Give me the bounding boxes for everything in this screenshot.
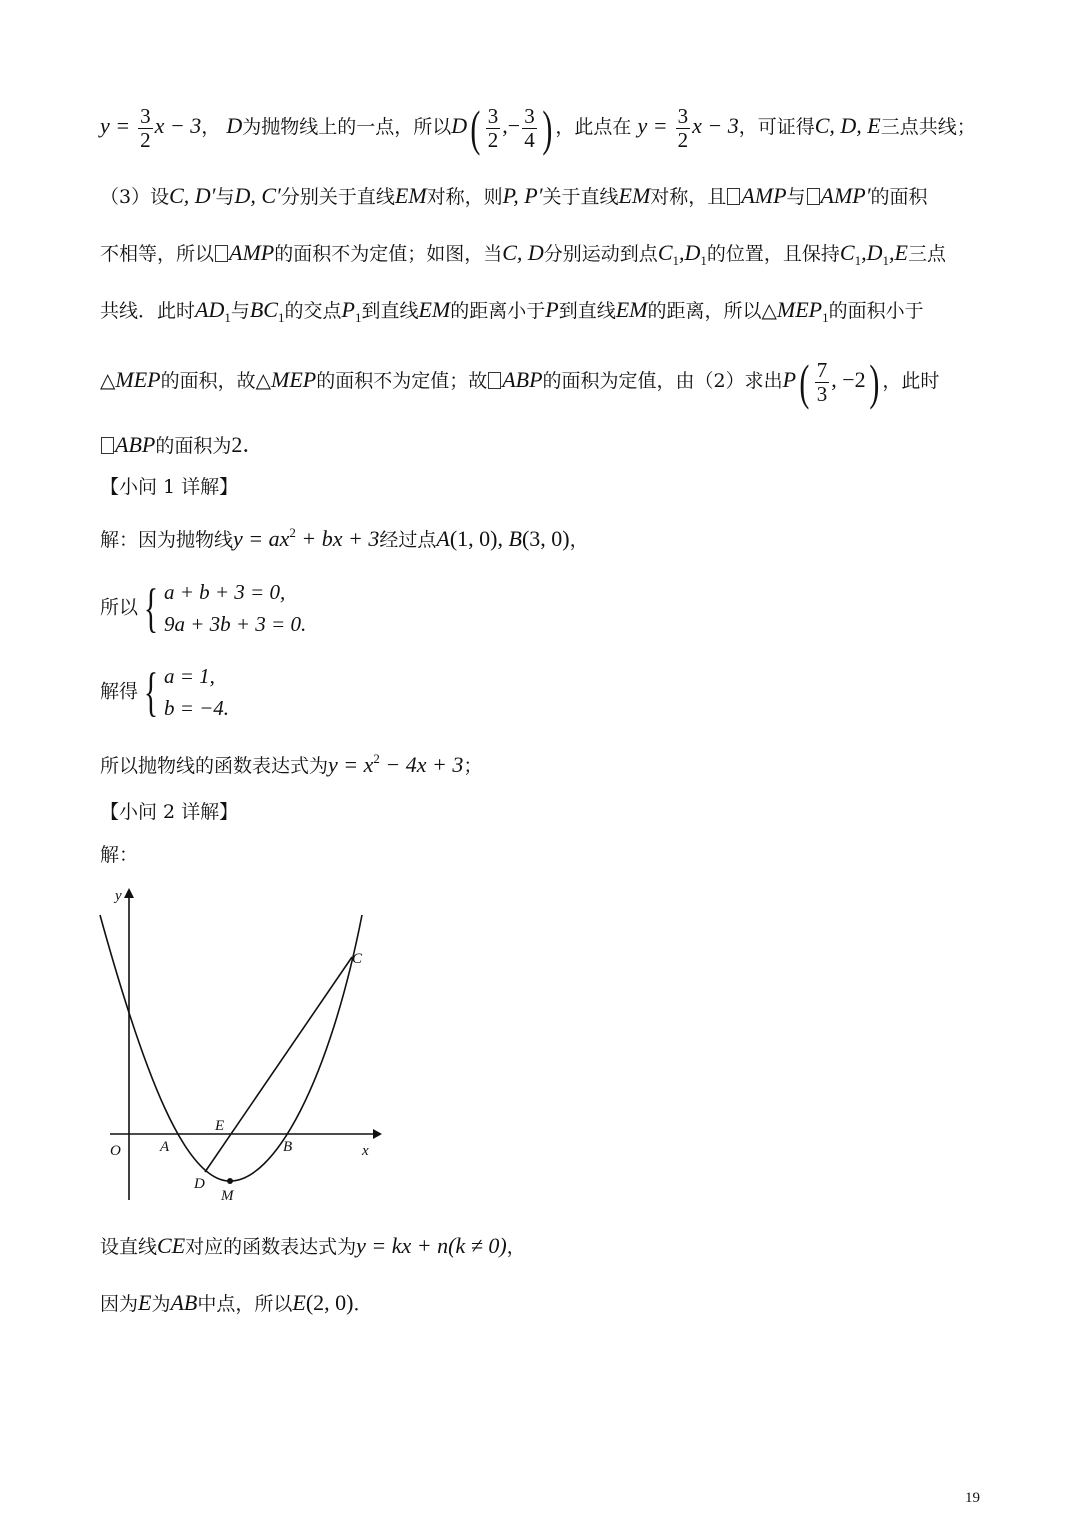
math-p1: $P_1$ [341,297,362,325]
y-axis-arrow [124,888,134,898]
text-l3e: 三点 [907,243,946,265]
text-l2e: 关于直线 [542,186,619,208]
text-l1d: 三点共线； [880,116,976,138]
point-e: E [292,1290,306,1315]
math-c1-d1-e: $C_1,D_1,E$ [839,240,908,268]
text-l2f: 对称，且 [650,186,727,208]
neg: − [507,113,521,138]
math-amp-2: AMP [229,240,275,265]
math-em-3: EM [418,297,451,322]
line-10 [100,752,482,776]
math-c-dp: C, D′ [169,183,216,208]
text-l4f: 到直线 [558,300,616,322]
neg-2: , −2 [831,367,866,392]
text-l2g: 与 [786,186,806,208]
line-3 [100,242,946,267]
point-m-dot [227,1178,233,1184]
math-y-eq: y = [100,113,131,138]
text-l4e: 的距离小于 [450,300,546,322]
math-mep-2: MEP [271,367,317,392]
math-em-4: EM [615,297,648,322]
text-l3c: 分别运动到点 [543,243,658,265]
math-line-eq: y = kx + n [356,1233,449,1258]
text-l5b: 的面积不为定值；故 [316,370,488,392]
math-ce: CE [157,1233,186,1258]
point-d-2: D [451,113,468,138]
text-l13a: 因为 [100,1293,139,1315]
text-l1b: ，此点在 [555,116,632,138]
math-abp: ABP [502,367,543,392]
text-l2b: 与 [215,186,235,208]
missing-glyph-box [215,245,228,262]
text-l7b: 经过点 [379,529,437,551]
comma: , [502,113,508,138]
math-d-cp: D, C′ [234,183,281,208]
math-bc1: $BC_1$ [249,297,285,325]
text-l5d: ，此时 [882,370,940,392]
frac-3-2-b: $\frac{3}{2}$ [487,104,499,152]
label-e: E [215,1118,225,1134]
frac-3-2-c: $\frac{3}{2}$ [677,104,689,152]
text-l8a: 所以 [100,596,139,619]
text-l9a: 解得 [100,680,139,703]
heading-part-1: 【小问 1 详解】 [100,476,239,498]
text-l5a: 的面积，故 [160,370,256,392]
text-l4d: 到直线 [361,300,419,322]
text-l1a: 为抛物线上的一点，所以 [242,116,452,138]
label-x: x [362,1143,369,1159]
math-x-minus-3: x − 3 [154,113,202,138]
solution-system: { a = 1, b = −4. [143,662,230,722]
line-13: 因为E为AB中点，所以E(2, 0)． [100,1290,373,1315]
math-amp: AMP [741,183,787,208]
text-l4a: 共线．此时 [100,300,196,322]
solution-2: b = −4. [163,696,230,720]
text-l6b: 2． [231,432,265,457]
text-l13b: 为 [151,1293,171,1315]
page-number: 19 [965,1490,980,1506]
label-m: M [221,1188,234,1204]
math-abp-2: ABP [115,432,156,457]
text-l4g: 的距离，所以 [647,300,762,322]
coord-a: (1, 0) [449,526,498,551]
x-axis-arrow [373,1129,382,1139]
coord-b: (3, 0) [521,526,570,551]
text-l12b: 对应的函数表达式为 [185,1236,357,1258]
missing-glyph-box [488,372,501,389]
line-7: 解：因为抛物线$y = ax^2$ + bx + 3经过点A(1, 0), B(3, 0)， [100,525,589,551]
math-y-eq-2: y = [637,113,668,138]
math-ampp: AMP′ [820,183,871,208]
frac-3-2: $\frac{3}{2}$ [140,104,151,152]
line-4 [100,299,924,324]
text-l6a: 的面积为 [155,435,232,457]
point-d: D [226,113,243,138]
text-l2a: （3）设 [100,186,170,208]
point-b: B [508,526,522,551]
heading-part-2: 【小问 2 详解】 [100,801,239,823]
math-mep1: $MEP_1$ [776,297,829,325]
triangle-symbol: △ [761,298,777,322]
math-e: E [138,1290,152,1315]
triangle-symbol: △ [255,368,271,392]
line-8 [100,576,306,640]
math-cde: C, D, E [814,113,881,138]
parabola-figure [90,878,390,1208]
triangle-symbol: △ [100,368,116,392]
math-x-minus-3-b: x − 3 [692,113,739,138]
text-l4c: 的交点 [284,300,342,322]
label-o: O [110,1143,121,1159]
line-11: 解： [100,844,139,866]
label-y: y [115,888,122,904]
label-d: D [194,1176,205,1192]
equation-2: 9a + 3b + 3 = 0. [163,612,307,636]
math-em: EM [394,183,427,208]
math-p: P [545,297,559,322]
equation-1: a + b + 3 = 0, [163,580,286,604]
text-l3d: 的位置，且保持 [706,243,840,265]
frac-7-3: $\frac{7}{3}$ [816,358,828,406]
math-mep: MEP [115,367,161,392]
line-ce [205,957,352,1172]
text-l3b: 的面积不为定值；如图，当 [274,243,503,265]
text-l3a: 不相等，所以 [100,243,215,265]
text-l4b: 与 [230,300,250,322]
text-l2h: 的面积 [870,186,928,208]
text-l10b: ； [463,755,483,777]
line-9 [100,660,229,724]
line-12: 设直线CE对应的函数表达式为y = kx + n(k ≠ 0)， [100,1233,526,1258]
text-l2d: 对称，则 [426,186,503,208]
missing-glyph-box [807,188,820,205]
coord-e: (2, 0) [305,1290,354,1315]
equation-system: { a + b + 3 = 0, 9a + 3b + 3 = 0. [143,578,307,638]
line-1: y = $\frac{3}{2}$ x − 3， D为抛物线上的一点，所以D( $\frac{3}{2}$ ,− $\frac{3}{4}$ ) ，此点在 y = $\frac{3}{2}$ x − 3，可证得C, D, E三点共线； [100,100,976,156]
math-ad1: $AD_1$ [195,297,231,325]
label-a: A [160,1139,170,1155]
math-p-pp: P, P′ [502,183,543,208]
math-k-ne-0: (k ≠ 0) [448,1233,507,1258]
math-em-2: EM [618,183,651,208]
label-c: C [352,951,363,967]
line-2 [100,185,928,207]
math-p-2: P [782,367,797,392]
text-l2c: 分别关于直线 [280,186,395,208]
text-l7a: 解：因为抛物线 [100,529,234,551]
text-l13c: 中点，所以 [197,1293,293,1315]
missing-glyph-box [727,188,740,205]
text-l5c: 的面积为定值，由（2）求出 [542,370,783,392]
missing-glyph-box [101,437,114,454]
text-l4h: 的面积小于 [828,300,924,322]
parabola-curve [100,915,362,1181]
line-5: △MEP的面积，故△MEP的面积不为定值；故 ABP的面积为定值，由（2）求出P( $\frac{7}{3}$ , −2) ，此时 [100,354,940,410]
line-6 [100,434,264,456]
text-l10a: 所以抛物线的函数表达式为 [100,755,329,777]
math-parabola: $y = ax^2$ + bx + 3 [233,525,380,551]
math-ab: AB [170,1290,198,1315]
point-a: A [436,526,450,551]
solution-1: a = 1, [163,664,215,688]
text-l1c: ，可证得 [738,116,815,138]
frac-3-4: $\frac{3}{4}$ [524,104,535,152]
math-c1-d1: $C_1,D_1$ [657,240,707,268]
label-b: B [283,1139,293,1155]
math-cd: C, D [502,240,544,265]
text-l12a: 设直线 [100,1236,158,1258]
math-final: $y = x^2 - 4x + 3$ [328,751,464,777]
